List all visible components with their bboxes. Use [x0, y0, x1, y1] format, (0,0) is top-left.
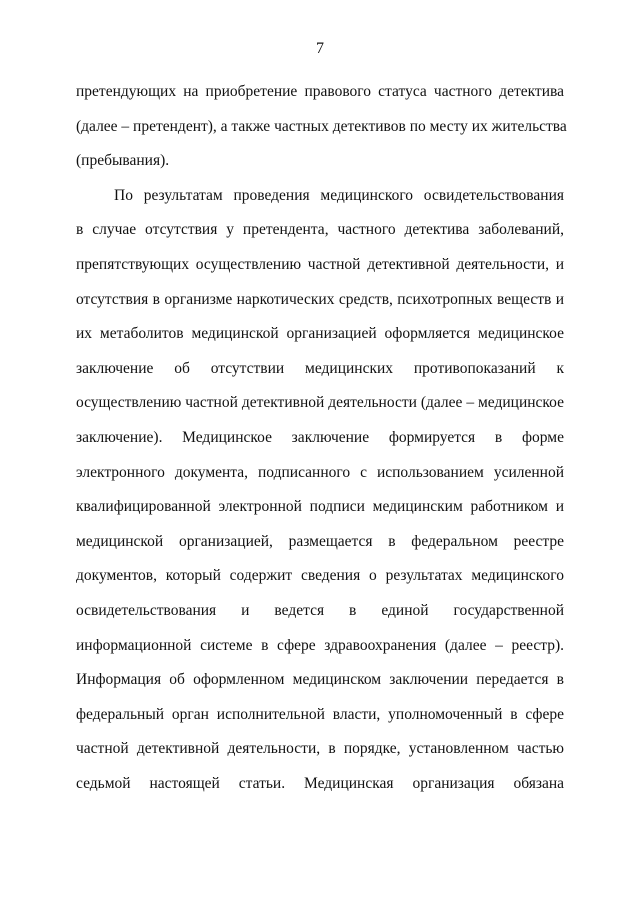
paragraph [76, 75, 567, 179]
text-line: заключение). Медицинское заключение формируется в форме [76, 428, 564, 446]
text-line: осуществлению частной детективной деятельности (далее – медицинское [76, 394, 564, 412]
text-line: (далее – претендент), а также частных детективов по месту их жительства [76, 117, 567, 135]
text-line: их метаболитов медицинской организацией оформляется медицинское [76, 325, 564, 343]
page-number: 7 [316, 40, 324, 57]
text-line: информационной системе в сфере здравоохранения (далее – реестр). [76, 636, 564, 654]
text-line: освидетельствования и ведется в единой государственной [76, 601, 564, 619]
text-line: документов, который содержит сведения о результатах медицинского [76, 567, 564, 585]
text-line: По результатам проведения медицинского освидетельствования [114, 186, 564, 204]
text-line: в случае отсутствия у претендента, частного детектива заболеваний, [76, 221, 564, 239]
text-line: заключение об отсутствии медицинских противопоказаний к [76, 359, 564, 377]
text-line: медицинской организацией, размещается в федеральном реестре [76, 532, 564, 550]
text-line: препятствующих осуществлению частной детективной деятельности, и [76, 255, 564, 273]
text-line: электронного документа, подписанного с использованием усиленной [76, 463, 564, 481]
text-line: квалифицированной электронной подписи медицинским работником и [76, 498, 564, 516]
text-line: (пребывания). [76, 152, 170, 170]
text-line: Информация об оформленном медицинском заключении передается в [76, 671, 564, 689]
paragraph [76, 179, 564, 802]
text-line: претендующих на приобретение правового статуса частного детектива [76, 83, 564, 100]
document-body [76, 75, 567, 801]
text-line: седьмой настоящей статьи. Медицинская организация обязана [76, 774, 564, 792]
text-line: частной детективной деятельности, в порядке, установленном частью [76, 740, 564, 758]
text-line: отсутствия в организме наркотических средств, психотропных веществ и [76, 290, 564, 308]
text-line: федеральный орган исполнительной власти, уполномоченный в сфере [76, 705, 564, 723]
